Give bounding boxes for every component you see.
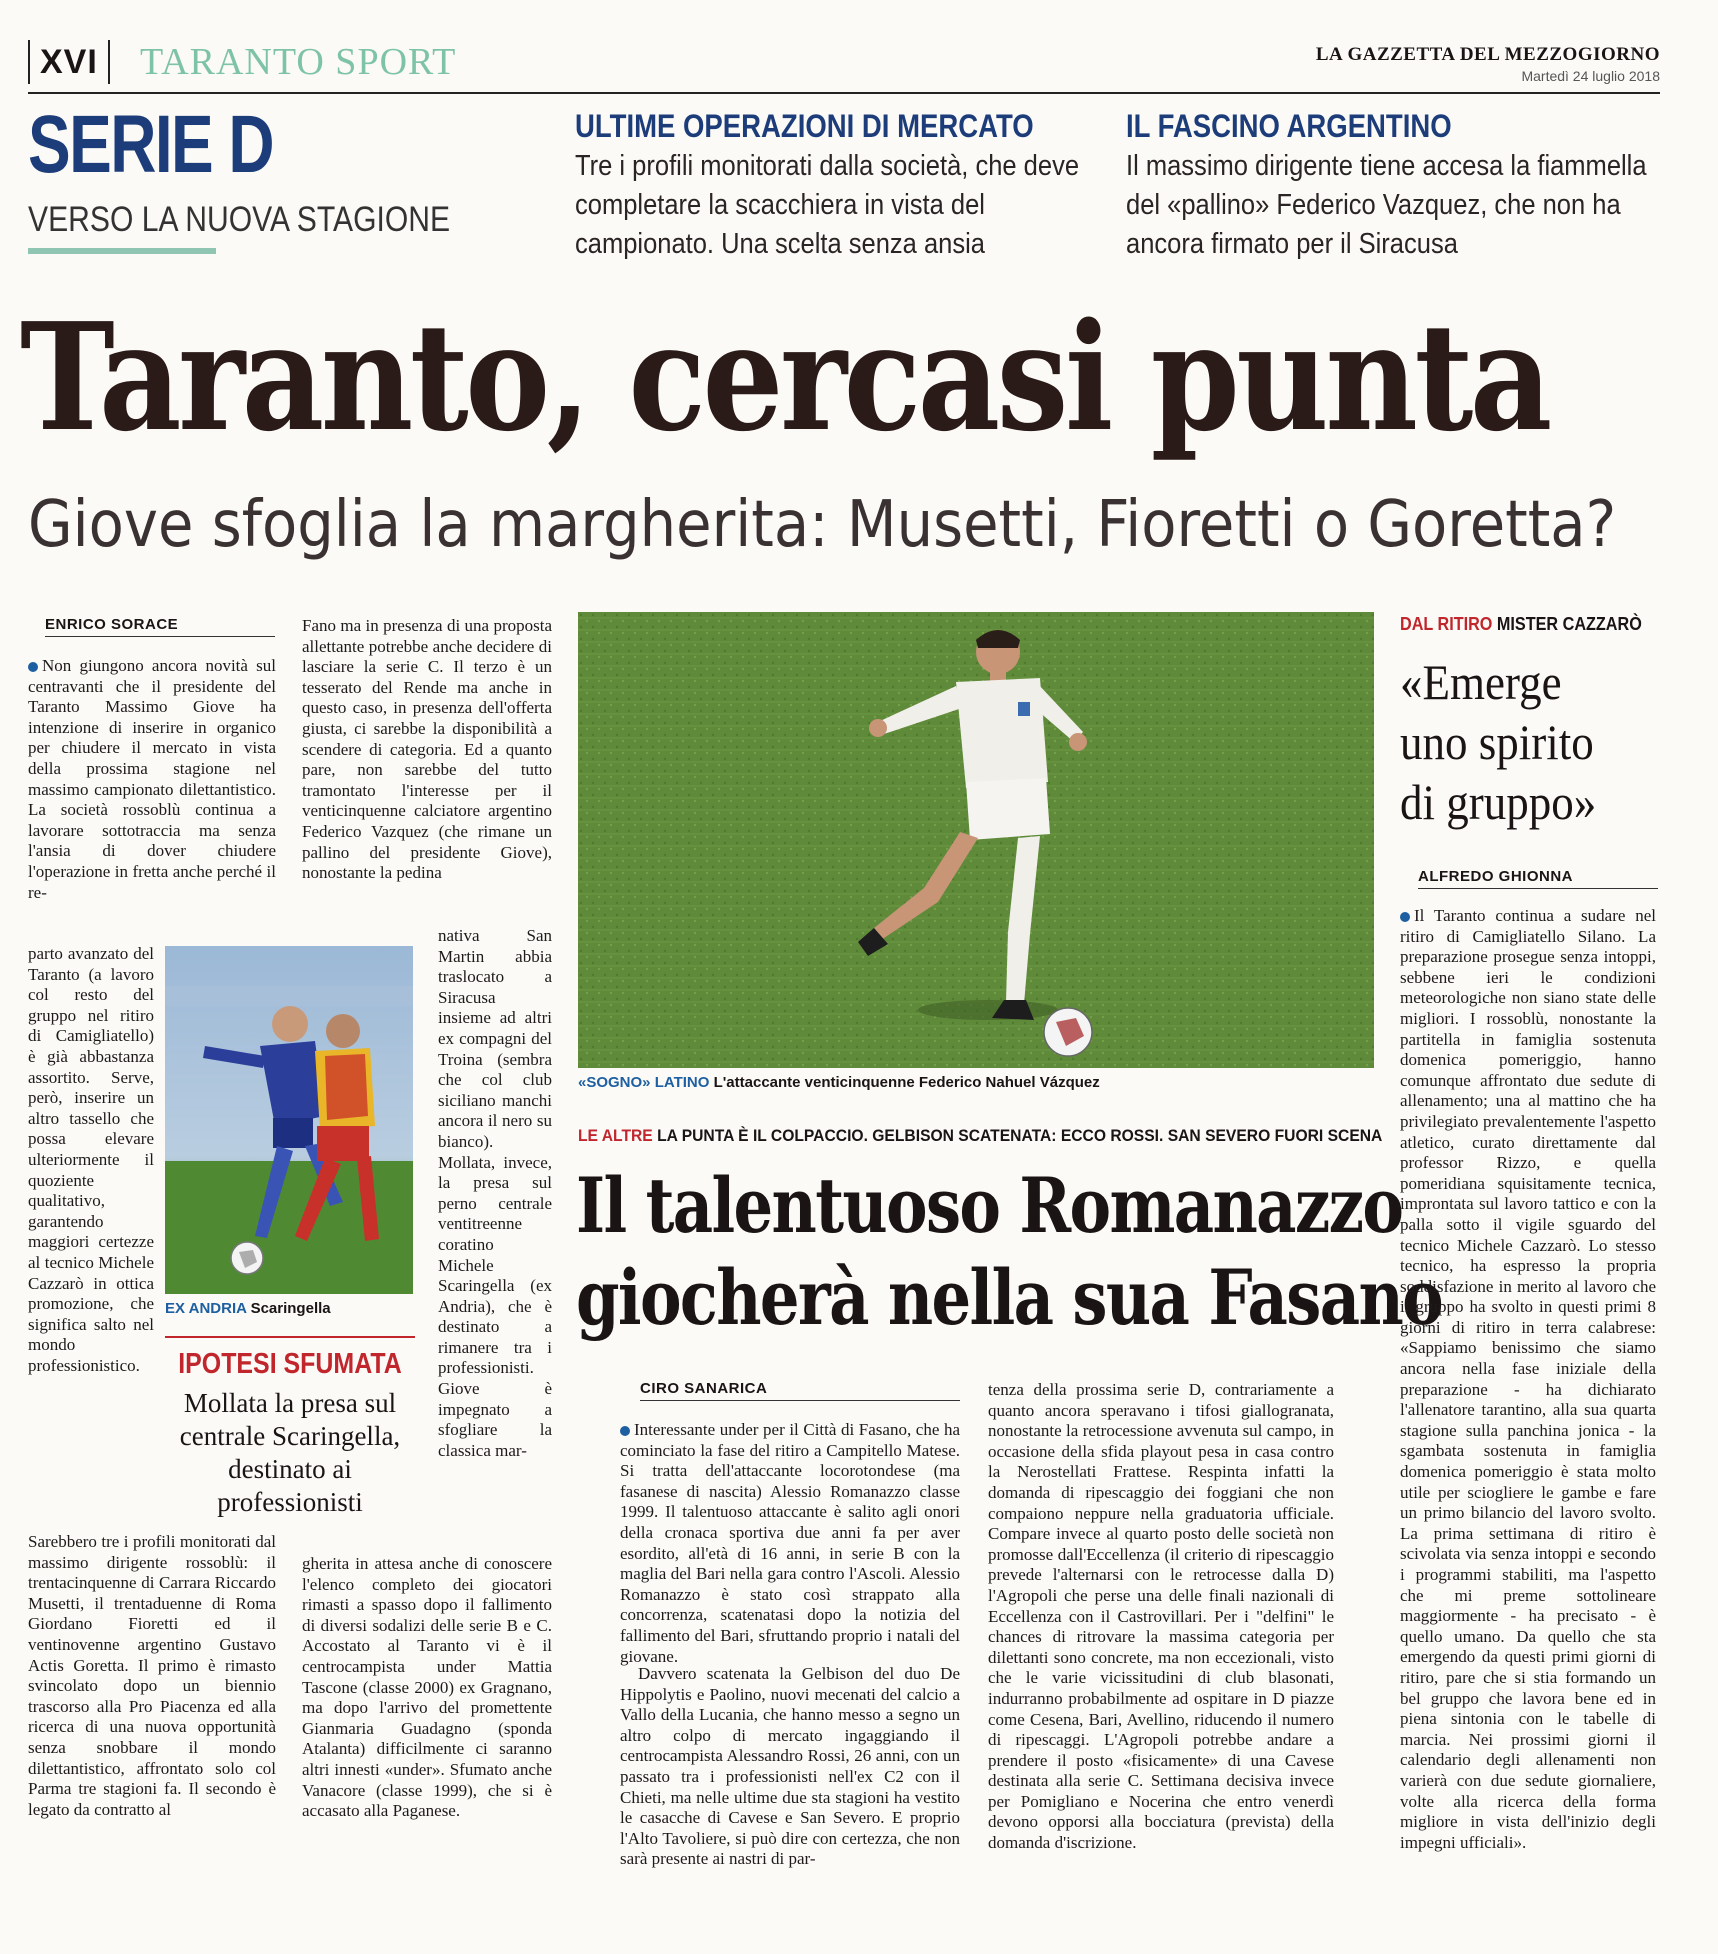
photo-scaringella-caption	[165, 1300, 425, 1317]
second-col1-text-b: Davvero scatenata la Gelbison del duo De Hippolytis e Paolino, nuovi mecenati del calcio a Vallo della Lucania, che hanno messo a segno un altro colpo di mercato ingaggiando il centrocampista Alessandro Rossi, 26 anni, con un passato tra i professionisti nell'ex C2 con il Chieti, ma nelle ultime due sta stagioni ha vestito le casacche di Cavese e San Severo. E proprio l'Alto Tavoliere, si può dire con certezza, che non sarà presente ai nastri di par-	[620, 1664, 960, 1869]
main-col2-text-a: Fano ma in presenza di una proposta allettante potrebbe anche decidere di lasciare la serie C. Il terzo è un tesserato del Rende ma anche in questo caso, in presenza dell'offerta giusta, ci sarebbe la disponibilità a scendere di categoria. Ed a quanto pare, non sarebbe del tutto tramontato l'interesse per il venticinquenne calciatore argentino Federico Vazquez (che rimane un pallino del presidente Giove), nonostante la pedina	[302, 616, 552, 883]
issue-date: Martedì 24 luglio 2018	[1521, 68, 1660, 84]
photo-vazquez-caption	[578, 1074, 1378, 1091]
main-col2-narrow	[438, 926, 552, 1552]
info-box-text: Il massimo dirigente tiene accesa la fiammella del «pallino» Federico Vazquez, che non ha ancora firmato per il Siracusa	[1126, 150, 1647, 260]
caption-text: L'attaccante venticinquenne Federico Nahuel Vázquez	[713, 1074, 1100, 1091]
sidebox-text: Mollata la presa sul centrale Scaringella, destinato ai professionisti	[179, 1388, 401, 1517]
second-col1-text-a: Interessante under per il Città di Fasano, che ha cominciato la fase del ritiro a Campitello Matese. Si tratta dell'attaccante locorotondese (ma fasanese di nascita) Alessio Romanazzo classe 1999. Il talentuoso attaccante è salito agli onori della cronaca sportiva due anni fa per aver esordito, all'età di 16 anni, in serie B con la maglia del Bari nella gara contro l'Ascoli. Alessio Romanazzo è stato così strappato alla concorrenza, scatenatasi dopo la notizia del fallimento del Bari, sfruttando proprio i natali del giovane.	[620, 1420, 960, 1666]
third-byline: ALFREDO GHIONNA	[1418, 868, 1658, 889]
info-box-title: IL FASCINO ARGENTINO	[1126, 108, 1452, 144]
third-body-text: Il Taranto continua a sudare nel ritiro di Camigliatello Silano. La preparazione prosegue senza intoppi, sebbene ieri le condizioni meteorologiche non siano state delle migliori. I rossoblù, nonostante la partitella in famiglia sostenuta domenica pomeriggio, hanno comunque affrontato due sedute di allenamento; una al mattino che ha privilegiato prevalentemente l'aspetto atletico, curato direttamente dal professor Rizzo, e quella pomeridiana squisitamente tecnica, improntata sul lavoro tattico e con la palla sotto il vigile sguardo del tecnico Michele Cazzarò. Lo stesso tecnico, ha espresso la propria soddisfazione in merito al lavoro che il gruppo ha svolto in questi primi 8 giorni di ritiro in terra calabrese: «Sappiamo benissimo che siamo ancora nella fase iniziale della preparazione - ha dichiarato l'allenatore tarantino, alla sua quarta stagione sulla panchina jonica - la sgambata sostenuta in famiglia domenica pomeriggio è stata molto utile per sciogliere le gambe e fare un primo bilancio del lavoro svolto. La prima settimana di ritiro è scivolata via senza intoppi e secondo i programmi stabiliti, ma l'aspetto che mi preme sottolineare maggiormente - ha precisato - è quello umano. Da quello che sta emergendo da questi primi giorni di ritiro, pare che si stia formando un bel gruppo che lavora bene ed in piena sintonia con le tabelle di marcia. Nei prossimi giorni il calendario degli allenamenti non varierà con due sedute giornaliere, volte alla ricerca della forma migliore in vista dell'inizio degli impegni ufficiali».	[1400, 906, 1656, 1852]
third-kicker-text: MISTER CAZZARÒ	[1496, 614, 1642, 634]
football-action-image	[165, 946, 413, 1294]
third-byline-wrap	[1418, 868, 1658, 889]
main-col1-top	[28, 656, 276, 941]
third-kicker-tag: DAL RITIRO	[1400, 614, 1493, 634]
main-headline: Taranto, cercasi punta	[20, 290, 1549, 464]
main-col1-bottom	[28, 1532, 276, 1892]
second-col1-bottom	[620, 1664, 960, 1894]
bullet-icon	[1400, 912, 1410, 922]
main-byline-wrap	[45, 616, 275, 637]
main-col2-text-c: gherita in attesa anche di conoscere l'elenco completo dei giocatori rimasti a spasso dopo il fallimento di diversi sodalizi delle serie B e C. Accostato al Taranto vi è il centrocampista under Mattia Tascone (classe 2000) ex Gragnano, ma dopo l'arrivo del promettente Gianmaria Guadagno (sponda Atalanta) difficilmente ci saranno altri innesti «under». Sfumato anche Vanacore (classe 1999), che si è accasato alla Paganese.	[302, 1554, 552, 1821]
second-col2	[988, 1380, 1334, 1894]
second-col2-text: tenza della prossima serie D, contrariamente a quanto ancora speravano i tifosi giallogranata, nonostante la retrocessione avvenuta sul campo, in occasione della sfida playout pesa in casa contro la Nerostellati Frattese. Respinta infatti la domanda di ripescaggio dei foggiani che non compaiono neppure nella graduatoria ufficiale. Compare invece al quarto posto delle società non promosse dall'Eccellenza (il criterio di ripescaggio prevede l'alternarsi con le retrocesse dalla D) l'Agropoli che perse una delle finali nazionali di Eccellenza con il Castrovillari. Per i "delfini" le chances di ritrovare la massima categoria per dilettanti sono concrete, ma non eccezionali, visto che le varie vicissitudini di club blasonati, indurranno probabilmente ad ospitare in D piazze come Cesena, Bari, Avellino, riducendo il numero di ripescaggi. L'Agropoli potrebbe andare a prendere il posto «fisicamente» di una Cavese destinata alla serie C. Settimana decisiva invece per Pomigliano e Nocerina che entro venerdì devono opporsi alla bocciatura (prevista) della domanda d'iscrizione.	[988, 1380, 1334, 1853]
main-subheadline: Giove sfoglia la margherita: Musetti, Fioretti o Goretta?	[28, 488, 1617, 562]
main-col1-narrow	[28, 944, 154, 1530]
second-kicker-tag: LE ALTRE	[578, 1126, 653, 1145]
sidebox-title: IPOTESI SFUMATA	[178, 1348, 402, 1380]
third-quote: «Emerge uno spirito di gruppo»	[1400, 654, 1597, 830]
kicker-underline	[28, 248, 216, 254]
info-box-text: Tre i profili monitorati dalla società, che deve completare la scacchiera in vista del campionato. Una scelta senza ansia	[575, 150, 1080, 260]
main-col2-top	[302, 616, 552, 923]
player-running-image	[578, 612, 1374, 1068]
photo-scaringella	[165, 946, 413, 1294]
newspaper-name: LA GAZZETTA DEL MEZZOGIORNO	[1315, 44, 1660, 65]
info-box-argentino	[1126, 108, 1666, 264]
section-kicker-subtitle: VERSO LA NUOVA STAGIONE	[28, 200, 451, 239]
second-kicker-text: LA PUNTA È IL COLPACCIO. GELBISON SCATENATA: ECCO ROSSI. SAN SEVERO FUORI SCENA	[657, 1126, 1383, 1145]
section-name: TARANTO SPORT	[140, 41, 457, 83]
main-col2-bottom	[302, 1554, 552, 1894]
caption-text: Scaringella	[250, 1300, 331, 1317]
second-headline-line1: Il talentuoso Romanazzo	[576, 1161, 1403, 1250]
second-byline: CIRO SANARICA	[640, 1380, 960, 1401]
photo-vazquez	[578, 612, 1374, 1068]
info-box-title: ULTIME OPERAZIONI DI MERCATO	[575, 108, 1034, 144]
caption-tag: EX ANDRIA	[165, 1300, 247, 1317]
third-kicker	[1400, 614, 1661, 635]
page-number: XVI	[28, 40, 110, 84]
second-kicker	[578, 1126, 1383, 1146]
bullet-icon	[620, 1426, 630, 1436]
bullet-icon	[28, 662, 38, 672]
second-col1-top	[620, 1420, 960, 1666]
main-col1-text-c: Sarebbero tre i profili monitorati dal massimo dirigente rossoblù: il trentacinquenne di Carrara Riccardo Musetti, il trentaduenne di Roma Giordano Fioretti ed il ventinovenne argentino Gustavo Actis Goretta. Il primo è rimasto svincolato dopo un biennio trascorso alla Pro Piacenza ed alla ricerca di una nuova opportunità senza snobbare il mondo dilettantistico, affrontato solo col Parma tre stagioni fa. Il secondo è legato da contratto al	[28, 1532, 276, 1819]
second-byline-wrap	[640, 1380, 960, 1401]
page-header	[28, 40, 1660, 94]
main-col1-text-a: Non giungono ancora novità sul centravanti che il presidente del Taranto Massimo Giove ha intenzione di inserire in organico per chiudere il mercato in vista della prossima stagione nel massimo campionato dilettantistico. La società rossoblù continua a lavorare sottotraccia ma senza l'ansia di dover chiudere l'operazione in fretta anche perché il re-	[28, 656, 276, 902]
main-col1-text-b: parto avanzato del Taranto (a lavoro col resto del gruppo nel ritiro di Camigliatello) è già abbastanza assortito. Serve, però, inserire un altro tassello che possa elevare ulteriormente il quoziente qualitativo, garantendo maggiori certezze al tecnico Michele Cazzarò in ottica promozione, che significa salto nel mondo professionistico.	[28, 944, 154, 1375]
caption-tag: «SOGNO» LATINO	[578, 1074, 710, 1091]
main-col2-text-b: nativa San Martin abbia traslocato a Siracusa insieme ad altri ex compagni del Troina (sembra che col club siciliano manchi ancora il nero su bianco). Mollata, invece, la presa sul perno centrale ventitreenne coratino Michele Scaringella (ex Andria), che è destinato a rimanere tra i professionisti. Giove è impegnato a sfogliare la classica mar-	[438, 926, 552, 1460]
info-box-mercato	[575, 108, 1115, 264]
sidebox	[158, 1348, 422, 1519]
third-body	[1400, 906, 1656, 1896]
second-headline-line2: giocherà nella sua Fasano	[576, 1253, 1443, 1342]
section-kicker-title: SERIE D	[28, 99, 273, 190]
main-byline: ENRICO SORACE	[45, 616, 275, 637]
sidebox-rule	[165, 1336, 415, 1338]
